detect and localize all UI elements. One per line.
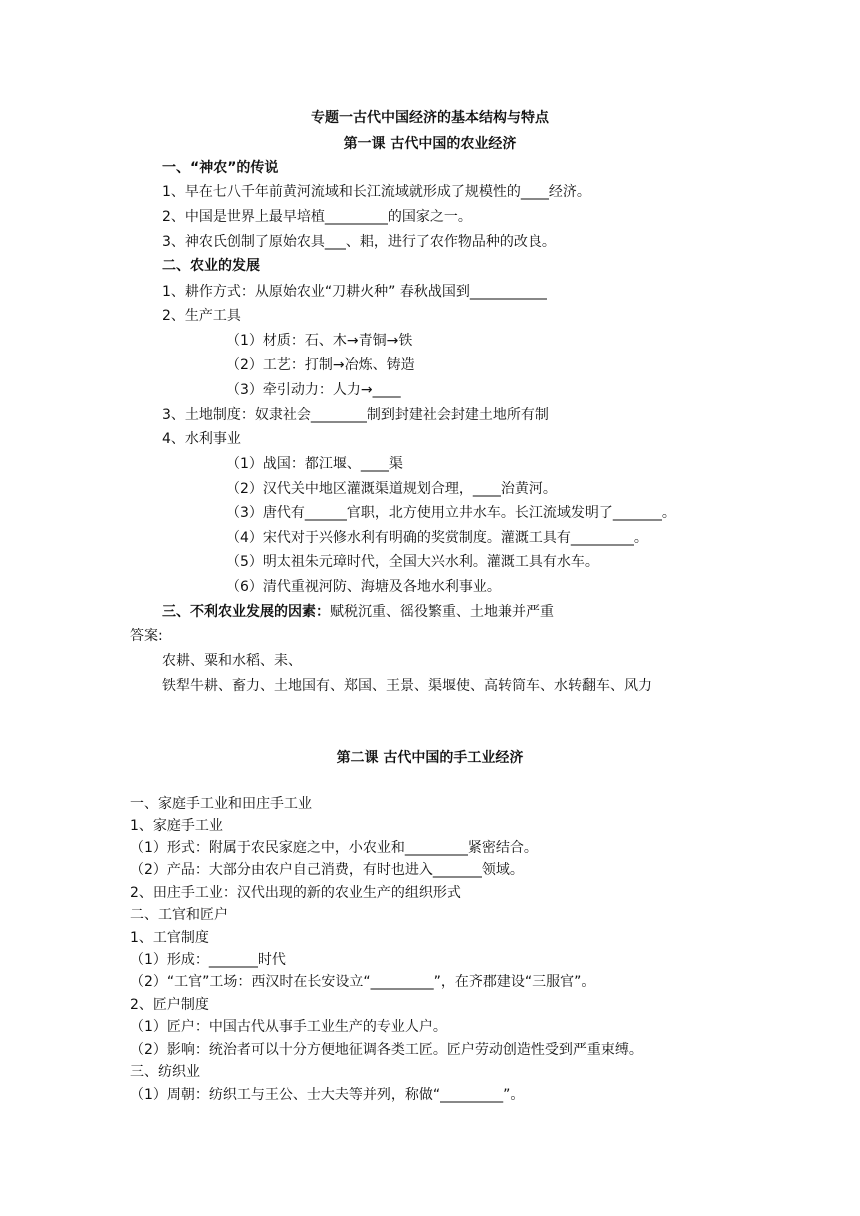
lesson2-line: 二、工官和匠户 (130, 907, 228, 923)
section1-item: 3、神农氏创制了原始农具___、耜，进行了农作物品种的改良。 (162, 234, 556, 250)
section2-subitem: （1）材质：石、木→青铜→铁 (226, 333, 413, 349)
section2-subitem: （4）宋代对于兴修水利有明确的奖赏制度。灌溉工具有_________。 (226, 530, 648, 546)
section1-item: 1、早在七八千年前黄河流域和长江流域就形成了规模性的____经济。 (162, 184, 591, 200)
section2-subitem: （2）汉代关中地区灌溉渠道规划合理，____治黄河。 (226, 481, 557, 497)
section2-item: 2、生产工具 (162, 308, 241, 324)
lesson1-title: 第一课 古代中国的农业经济 (343, 136, 517, 152)
answer-line: 铁犁牛耕、畜力、土地国有、郑国、王景、渠堰使、高转筒车、水转翻车、风力 (162, 678, 652, 694)
lesson2-line: 1、家庭手工业 (130, 818, 223, 834)
lesson2-line: （2）产品：大部分由农户自己消费，有时也进入_______领域。 (130, 862, 524, 878)
lesson2-line: （2）影响：统治者可以十分方便地征调各类工匠。匠户劳动创造性受到严重束缚。 (130, 1042, 643, 1058)
section2-item: 3、土地制度：奴隶社会________制到封建社会封建土地所有制 (162, 407, 549, 423)
section2-item: 1、耕作方式：从原始农业“刀耕火种” 春秋战国到___________ (162, 284, 547, 300)
lesson2-title: 第二课 古代中国的手工业经济 (336, 750, 524, 766)
lesson2-line: 一、家庭手工业和田庄手工业 (130, 796, 312, 812)
section3-text: 赋税沉重、徭役繁重、土地兼并严重 (330, 604, 554, 620)
lesson2-line: 三、纺织业 (130, 1064, 200, 1080)
lesson2-line: （1）形成：_______时代 (130, 952, 286, 968)
lesson2-line: （1）周朝：纺织工与王公、士大夫等并列，称做“_________”。 (130, 1087, 525, 1103)
section1-item: 2、中国是世界上最早培植_________的国家之一。 (162, 209, 472, 225)
section2-subitem: （2）工艺：打制→冶炼、铸造 (226, 357, 415, 373)
section2-subitem: （3）唐代有______官职，北方使用立井水车。长江流域发明了_______。 (226, 505, 676, 521)
lesson2-line: （2）“工官”工场：西汉时在长安设立“_________”，在齐郡建设“三服官”。 (130, 974, 596, 990)
section2-item: 4、水利事业 (162, 431, 241, 447)
lesson2-line: 2、田庄手工业：汉代出现的新的农业生产的组织形式 (130, 885, 461, 901)
section3-label: 三、不利农业发展的因素： (162, 604, 330, 620)
section2-subitem: （5）明太祖朱元璋时代，全国大兴水利。灌溉工具有水车。 (226, 554, 599, 570)
answer-line: 农耕、粟和水稻、耒、 (162, 653, 302, 669)
section2-subitem: （6）清代重视河防、海塘及各地水利事业。 (226, 579, 501, 595)
section2-subitem: （3）牵引动力：人力→____ (226, 382, 401, 398)
lesson2-line: 1、工官制度 (130, 930, 209, 946)
lesson2-line: （1）匠户：中国古代从事手工业生产的专业人户。 (130, 1019, 447, 1035)
answer-label: 答案: (130, 628, 163, 644)
section3-line (162, 602, 554, 622)
lesson2-line: （1）形式：附属于农民家庭之中，小农业和_________紧密结合。 (130, 840, 538, 856)
section2-heading: 二、农业的发展 (162, 258, 260, 274)
section1-heading: 一、“神农”的传说 (162, 160, 279, 176)
section2-subitem: （1）战国：都江堰、____渠 (226, 456, 403, 472)
document-title: 专题一古代中国经济的基本结构与特点 (311, 110, 549, 126)
lesson2-line: 2、匠户制度 (130, 997, 209, 1013)
